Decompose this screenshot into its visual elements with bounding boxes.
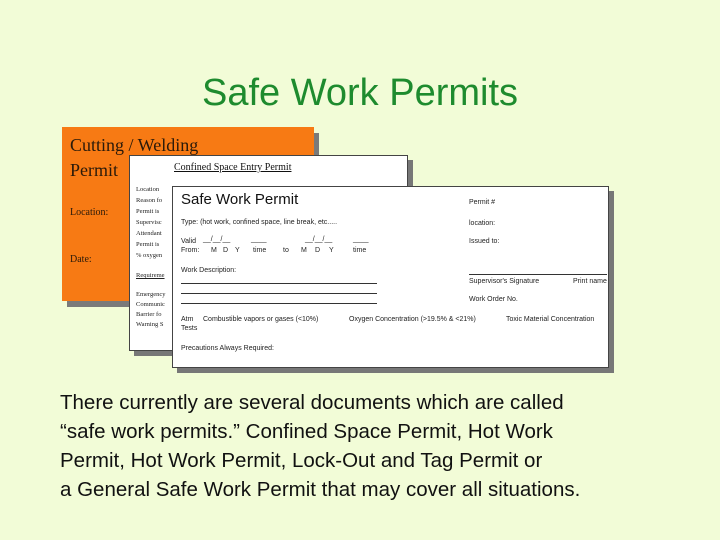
cs-row: Emergency <box>136 291 166 298</box>
work-desc-line <box>181 303 377 304</box>
cs-row: Supervisc <box>136 219 162 226</box>
location-label: location: <box>469 220 496 227</box>
valid-label: Valid <box>181 238 197 245</box>
safe-work-permit-form <box>172 186 609 368</box>
to-label: to <box>283 247 289 254</box>
permit-number-label: Permit # <box>469 199 496 206</box>
to-y: Y <box>329 247 334 254</box>
caption-line: Permit, Hot Work Permit, Lock-Out and Tag Permit or <box>60 449 543 472</box>
caption-line: “safe work permits.” Confined Space Permit, Hot Work <box>60 420 553 443</box>
type-label: Type: (hot work, confined space, line break, etc..... <box>181 219 338 226</box>
to-m: M <box>301 247 307 254</box>
card-title-line2: Permit <box>70 160 118 180</box>
precautions-label: Precautions Always Required: <box>181 345 274 352</box>
card-location-label: Location: <box>70 207 109 218</box>
cs-row: Reason fo <box>136 197 163 204</box>
cs-row: Barrier fo <box>136 311 162 318</box>
valid-to-date: __/__/__ <box>305 236 333 243</box>
tests-label: Tests <box>181 325 198 332</box>
work-desc-line <box>181 293 377 294</box>
combustible-label: Combustible vapors or gases (<10%) <box>203 316 319 323</box>
slide-title: Safe Work Permits <box>201 72 519 114</box>
from-label: From: <box>181 247 200 254</box>
cs-row: Requireme <box>136 272 165 279</box>
oxygen-label: Oxygen Concentration (>19.5% & <21%) <box>349 316 476 323</box>
valid-from-time: ____ <box>251 236 267 243</box>
cs-row: Permit is <box>136 208 160 215</box>
confined-space-title: Confined Space Entry Permit <box>174 162 292 173</box>
work-desc-line <box>181 283 377 284</box>
from-m: M <box>211 247 217 254</box>
work-description-label: Work Description: <box>181 267 237 274</box>
atm-label: Atm <box>181 316 194 323</box>
print-name-label: Print name <box>573 278 607 285</box>
from-y: Y <box>235 247 240 254</box>
signature-line <box>469 274 607 275</box>
cs-row: Permit is <box>136 241 160 248</box>
cs-row: Location <box>136 186 160 193</box>
card-date-label: Date: <box>70 254 92 265</box>
work-order-label: Work Order No. <box>469 296 518 303</box>
valid-to-time: ____ <box>353 236 369 243</box>
from-d: D <box>223 247 229 254</box>
toxic-label: Toxic Material Concentration <box>506 316 595 323</box>
issued-to-label: Issued to: <box>469 238 500 245</box>
caption-line: There currently are several documents which are called <box>60 391 564 414</box>
to-time: time <box>353 247 367 254</box>
cs-row: Warning S <box>136 321 164 328</box>
supervisor-signature-label: Supervisor's Signature <box>469 278 540 285</box>
caption <box>60 388 700 504</box>
safe-work-title: Safe Work Permit <box>181 191 299 208</box>
cs-row: Attendant <box>136 230 162 237</box>
caption-line: a General Safe Work Permit that may cover all situations. <box>60 478 581 501</box>
from-time: time <box>253 247 267 254</box>
cs-row: % oxygen <box>136 252 163 259</box>
cs-row: Communic <box>136 301 165 308</box>
card-title-line1: Cutting / Welding <box>70 135 199 155</box>
to-d: D <box>315 247 321 254</box>
valid-from-date: __/__/__ <box>203 236 231 243</box>
